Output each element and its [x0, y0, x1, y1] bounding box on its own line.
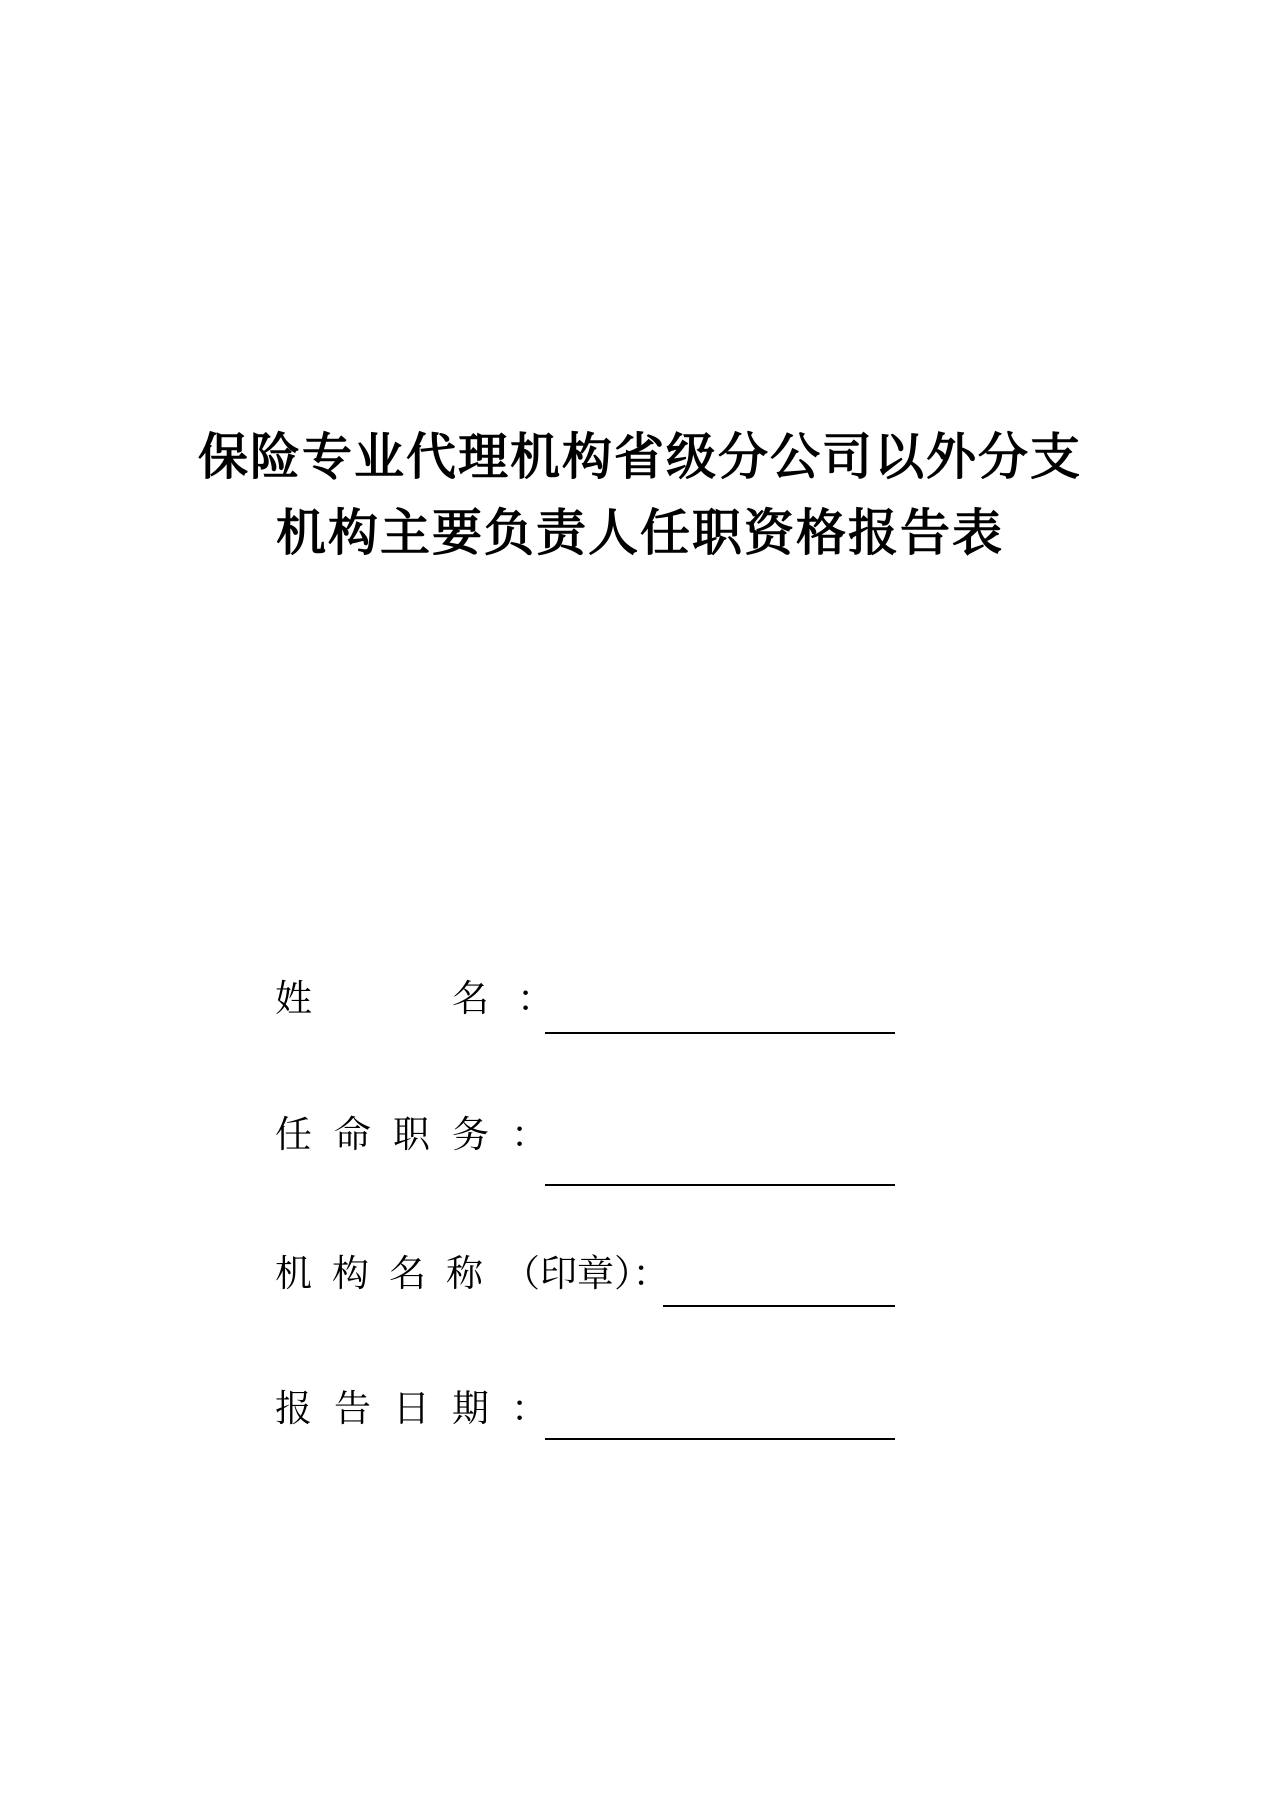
- form-title-line-2: 机构主要负责人任职资格报告表: [276, 503, 1004, 562]
- field-organization: [0, 1252, 1280, 1315]
- field-name: [0, 977, 1280, 1040]
- field-name-char-2: 名: [452, 977, 489, 1020]
- field-organization-input-line[interactable]: [663, 1305, 895, 1307]
- field-name-colon: ：: [517, 977, 554, 1020]
- field-organization-label-text: 机构名称: [275, 1252, 503, 1295]
- field-post-label: 任命职务：: [275, 1113, 570, 1156]
- field-name-input-line[interactable]: [545, 1032, 895, 1034]
- field-report-date-label: 报告日期：: [275, 1387, 570, 1430]
- field-organization-label: [275, 1252, 670, 1295]
- field-name-char-1: 姓: [275, 977, 312, 1020]
- field-post-input-line[interactable]: [545, 1184, 895, 1186]
- field-report-date: [0, 1387, 1280, 1450]
- field-post: [0, 1113, 1280, 1176]
- field-report-date-input-line[interactable]: [545, 1438, 895, 1440]
- field-name-label: [275, 977, 554, 1020]
- form-title-line-1: 保险专业代理机构省级分公司以外分支: [198, 427, 1082, 486]
- field-organization-seal-note: （印章）：: [503, 1252, 670, 1295]
